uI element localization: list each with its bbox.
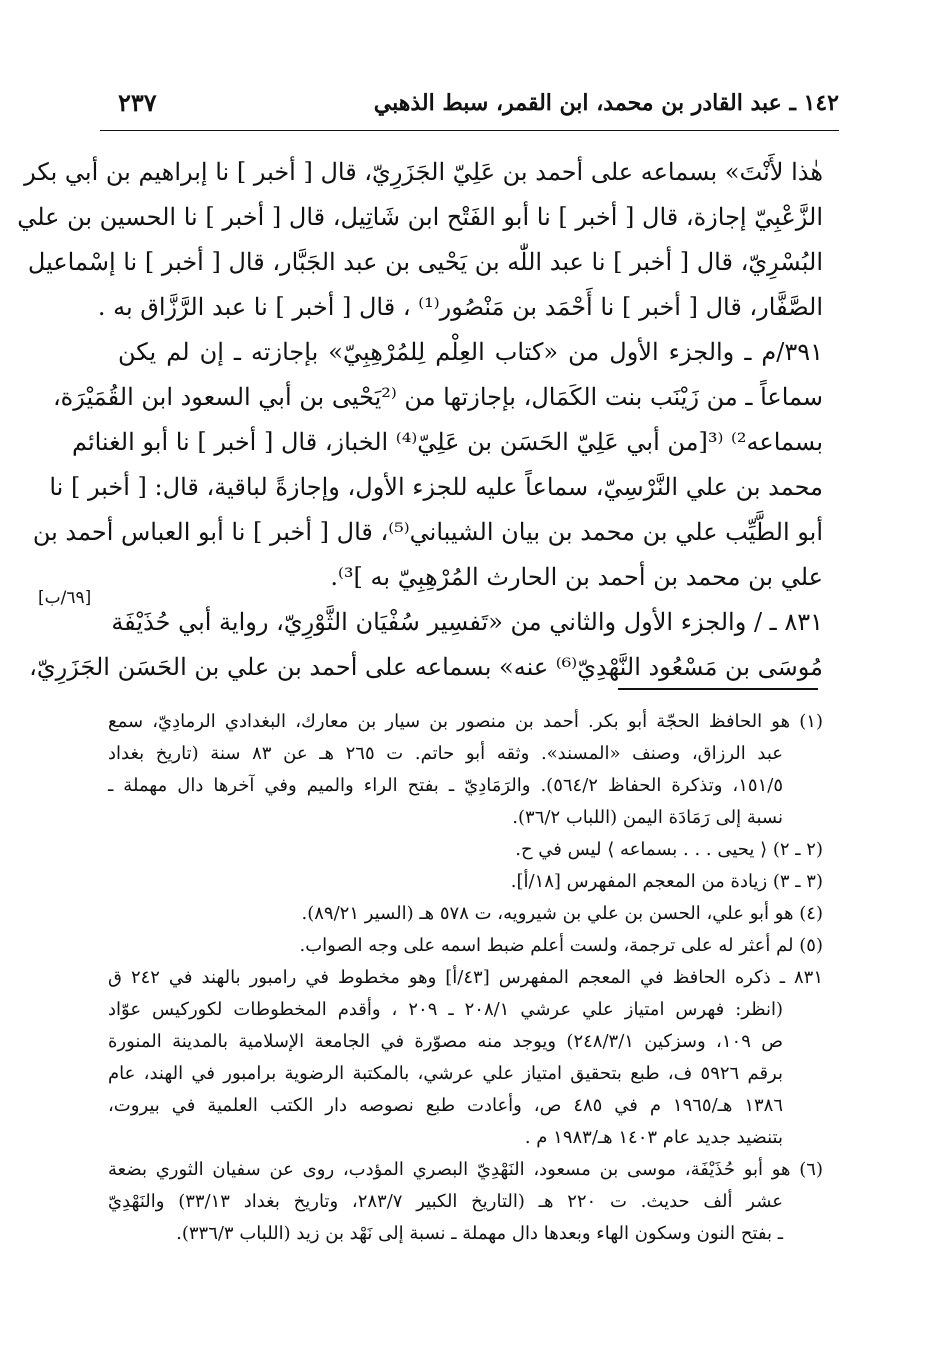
main-line: الزَّعْبِيّ إجازة، قال [ أخبر ] نا أبو الفَتْح ابن شَاتِيل، قال [ أخبر ] نا الحسين بن علي bbox=[17, 203, 823, 231]
footnote-line: ١٣٨٦ هـ/١٩٦٥ م في ٤٨٥ ص، وأعادت طبع نصوصه دار الكتب العلمية في بيروت، bbox=[108, 1095, 784, 1116]
main-line: الصَّفَّار، قال [ أخبر ] نا أَحْمَد بن مَنْصُور⁽¹⁾ ، قال [ أخبر ] نا عبد الرَّزَّاق به . bbox=[97, 293, 823, 321]
main-line-entry-831: ٨٣١ ـ / والجزء الأول والثاني من «تَفسِير سُفْيَان الثَّوْرِيّ، رواية أبي حُذَيْفَة bbox=[111, 608, 823, 636]
page-number: ٢٣٧ bbox=[118, 88, 157, 117]
footnote-line: (٣ ـ ٣) زيادة من المعجم المفهرس [١٨/أ]. bbox=[510, 871, 823, 892]
footnote-line: ـ بفتح النون وسكون الهاء وبعدها دال مهملة ـ نسبة إلى نَهْد بن زيد (اللباب ٣٣٦/٣). bbox=[176, 1223, 783, 1244]
main-line: محمد بن علي النَّرْسِيّ، سماعاً عليه للجزء الأول، وإجازةً لباقية، قال: [ أخبر ] نا bbox=[49, 473, 823, 501]
footnote-line: عشر ألف حديث. ت ٢٢٠ هـ (التاريخ الكبير ٢٨٣/٧، وتاريخ بغداد ٣٣/١٣) والنَهْدِيّ bbox=[108, 1191, 783, 1212]
main-line: علي بن محمد بن أحمد بن الحارث المُرْهِبِيّ به ]³⁾. bbox=[330, 563, 823, 591]
main-line: هٰذا لأَنْتَ» بسماعه على أحمد بن عَلِيّ الجَزَرِيّ، قال [ أخبر ] نا إبراهيم بن أبي بكر bbox=[24, 158, 823, 186]
running-title: ١٤٢ ـ عبد القادر بن محمد، ابن القمر، سبط الذهبي bbox=[373, 90, 839, 116]
footnote-line: (٤) هو أبو علي، الحسن بن علي بن شيرويه، ت ٥٧٨ هـ (السير ٨٩/٢١). bbox=[301, 903, 823, 924]
footnote-line: برقم ٥٩٢٦ ف، طبع بتحقيق امتياز علي عرشي، بالمكتبة الرضوية برامبور في الهند، عام bbox=[108, 1063, 783, 1084]
main-line: بسماعه²⁾ ⁽³[من أبي عَلِيّ الحَسَن بن عَلِيّ⁽⁴⁾ الخباز، قال [ أخبر ] نا أبو الغنائم bbox=[71, 428, 823, 456]
manuscript-folio-note: [٦٩/ب] bbox=[38, 588, 92, 608]
footnote-line: ص ١٠٩، وسزكين ٢٤٨/٣/١) ويوجد منه مصوّرة في الجامعة الإسلامية بالمدينة المنورة bbox=[108, 1031, 783, 1052]
footnote-line: (٢ ـ ٢) ⟨ يحيى . . . بسماعه ⟩ ليس في ح. bbox=[515, 839, 823, 860]
page-header bbox=[100, 80, 839, 131]
main-line: البُسْرِيّ، قال [ أخبر ] نا عبد اللّٰه بن يَحْيى بن عبد الجَبَّار، قال [ أخبر ] نا إسْماعيل bbox=[27, 248, 823, 276]
footnote-line: بتنضيد جديد عام ١٤٠٣ هـ/١٩٨٣ م . bbox=[524, 1127, 783, 1148]
footnote-line: عبد الرزاق، وصنف «المسند». وثقه أبو حاتم. ت ٢٦٥ هـ عن ٨٣ سنة (تاريخ بغداد bbox=[108, 743, 784, 764]
footnote-line: ٨٣١ ـ ذكره الحافظ في المعجم المفهرس [٤٣/أ] وهو مخطوط في رامبور بالهند في ٢٤٢ ق bbox=[108, 967, 823, 988]
footnote-line: (٥) لم أعثر له على ترجمة، ولست أعلم ضبط اسمه على وجه الصواب. bbox=[299, 935, 823, 956]
footnote-line: (١) هو الحافظ الحجّة أبو بكر. أحمد بن منصور بن سيار بن معارك، البغدادي الرمادِيّ، سمع bbox=[108, 711, 823, 732]
main-line: مُوسَى بن مَسْعُود النَّهْدِيّ⁽⁶⁾ عنه» بسماعه على أحمد بن علي بن الحَسَن الجَزَرِيّ، bbox=[29, 653, 823, 681]
main-line: سماعاً ـ من زَيْنَب بنت الكَمَال، بإجازتها من ⁽²يَحْيى بن أبي السعود ابن القُمَيْرَة، bbox=[52, 383, 823, 411]
footnote-line: نسبة إلى رَمَادَة اليمن (اللباب ٣٦/٢). bbox=[512, 807, 783, 828]
main-line: أبو الطَّيِّب علي بن محمد بن بيان الشيباني⁽⁵⁾، قال [ أخبر ] نا أبو العباس أحمد بن bbox=[32, 518, 823, 546]
footnotes bbox=[108, 706, 823, 1250]
footnote-line: (٦) هو أبو حُذَيْفَة، موسى بن مسعود، النَهْدِيّ البصري المؤدب، روى عن سفيان الثوري بضعة bbox=[108, 1159, 823, 1180]
footnote-separator bbox=[618, 688, 818, 690]
footnote-line: ١٥١/٥، وتذكرة الحفاظ ٥٦٤/٢). والرَمَادِيّ ـ بفتح الراء والميم وفي آخرها دال مهملة ـ bbox=[108, 775, 783, 796]
footnote-line: (انظر: فهرس امتياز علي عرشي ٢٠٨/١ ـ ٢٠٩ ، وأقدم المخطوطات لكوركيس عوّاد bbox=[108, 999, 783, 1020]
main-line-entry-391: ٣٩١/م ـ والجزء الأول من «كتاب العِلْم لِلمُرْهِبِيّ» بإجازته ـ إن لم يكن bbox=[118, 338, 823, 366]
